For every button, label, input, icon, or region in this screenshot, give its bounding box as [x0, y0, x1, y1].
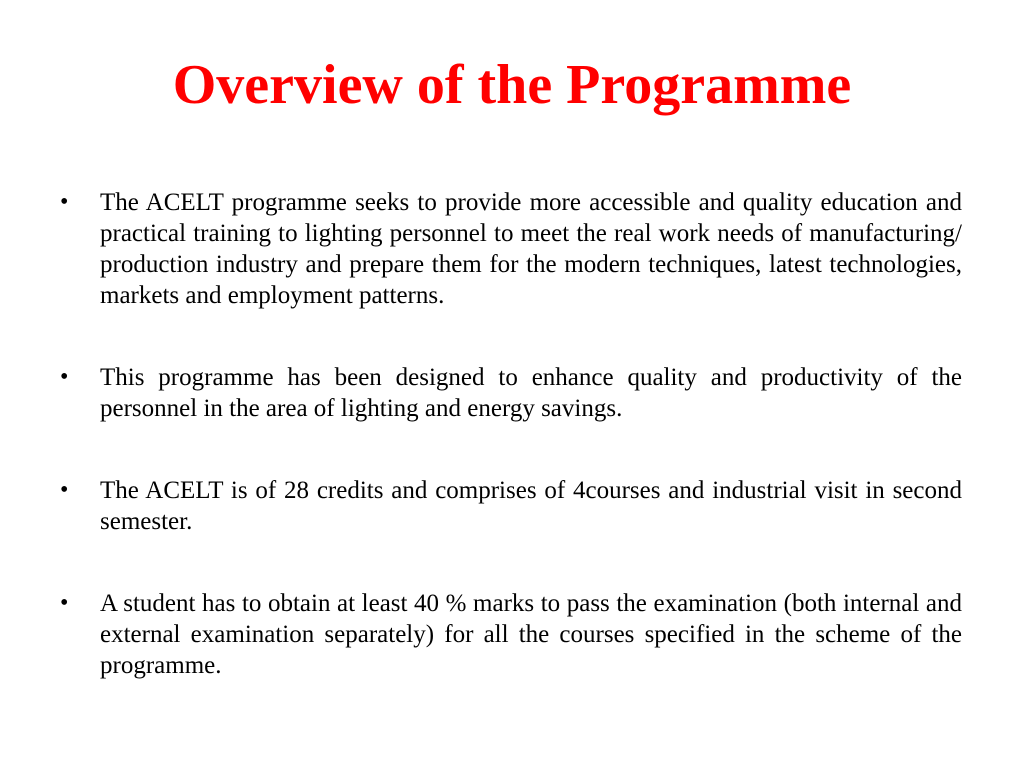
bullet-item: [60, 588, 962, 681]
bullet-item: [60, 187, 962, 311]
bullet-item: [60, 362, 962, 424]
bullet-item: [60, 475, 962, 537]
bullet-icon: •: [60, 477, 69, 503]
bullet-icon: •: [60, 590, 69, 616]
bullet-icon: •: [60, 189, 69, 215]
bullet-icon: •: [60, 364, 69, 390]
bullet-list: [60, 187, 962, 732]
bullet-text: The ACELT programme seeks to provide more accessible and quality education and practical training to lighting personnel to meet the real work needs of manufacturing/ production industry and prepare them for the modern techniques, latest technologies, markets and employment patterns.: [100, 189, 962, 309]
bullet-text: The ACELT is of 28 credits and comprises of 4courses and industrial visit in second semester.: [100, 477, 962, 535]
slide-title: Overview of the Programme: [172, 54, 852, 116]
bullet-text: This programme has been designed to enhance quality and productivity of the personnel in the area of lighting and energy savings.: [100, 364, 962, 422]
bullet-text: A student has to obtain at least 40 % marks to pass the examination (both internal and external examination separately) for all the courses specified in the scheme of the programme.: [100, 590, 962, 679]
